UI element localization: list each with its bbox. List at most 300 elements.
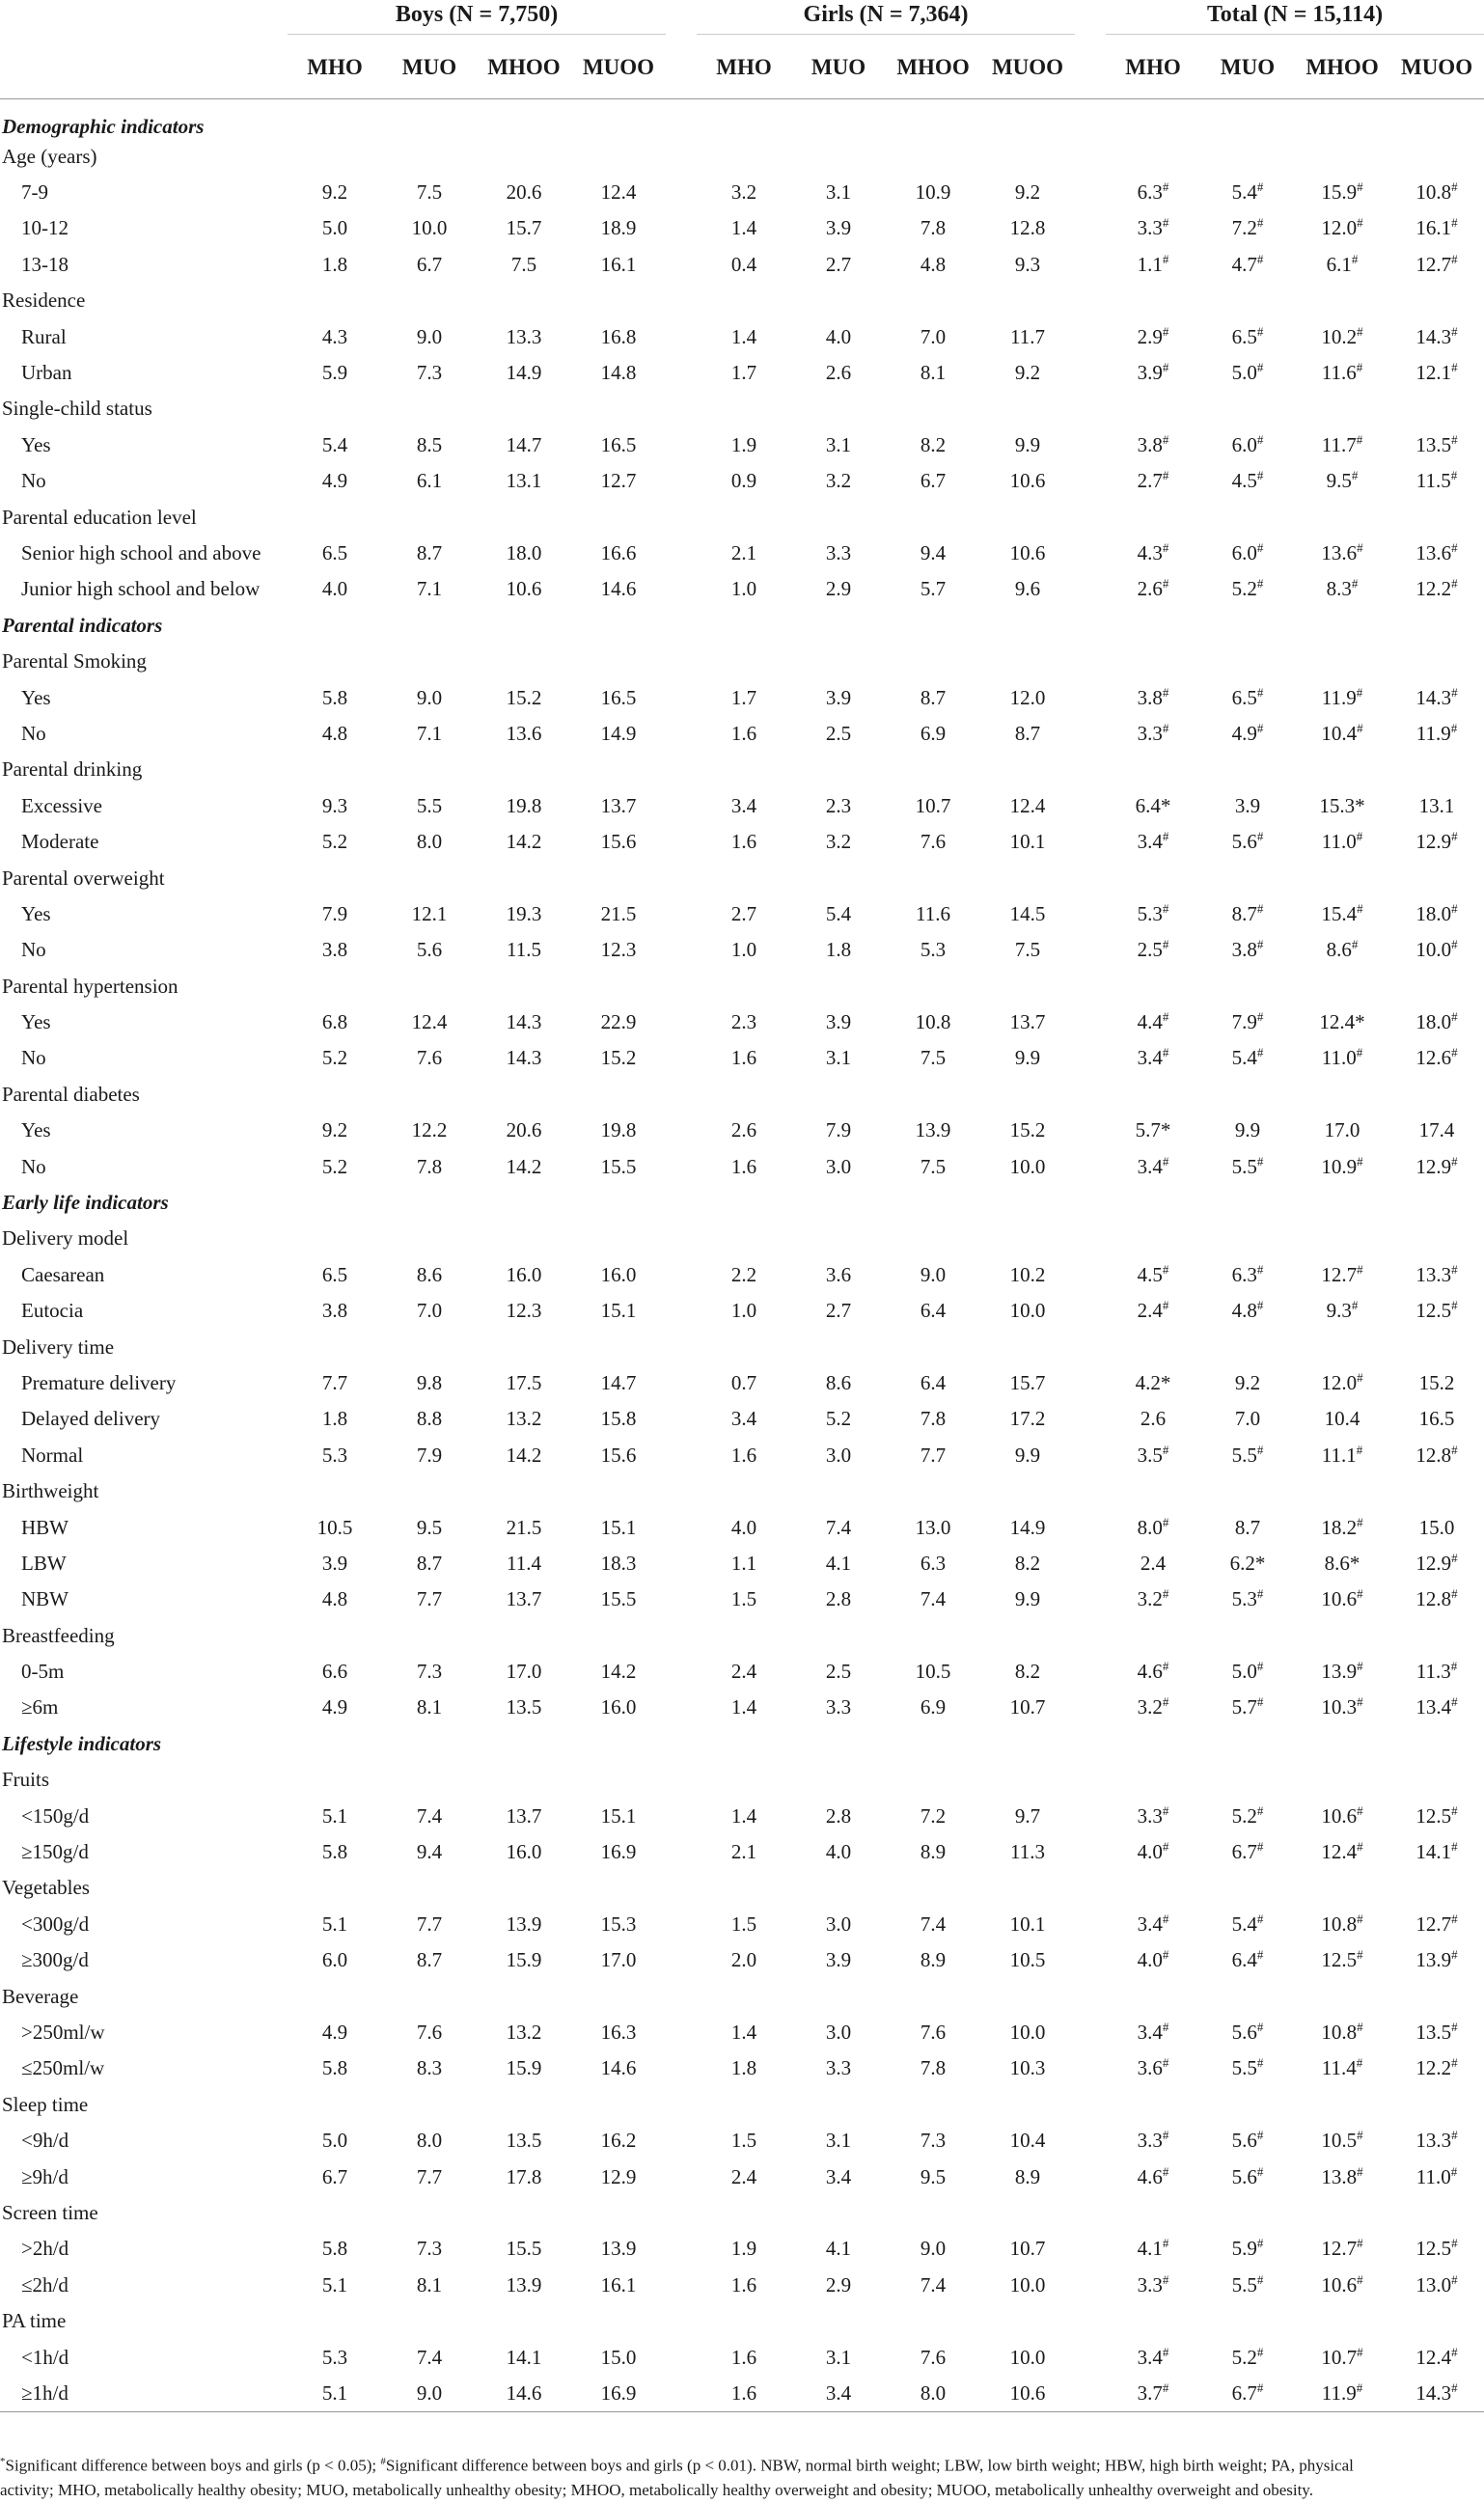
table-cell: [886, 716, 980, 752]
cell-value: 14.6: [600, 577, 637, 601]
cell-value: 8.7: [920, 685, 947, 709]
cell-value: 15.2: [1009, 1118, 1046, 1142]
table-cell: [1106, 247, 1200, 283]
table-cell: [571, 210, 666, 246]
table-cell: [1389, 355, 1484, 391]
cell-value: 15.9: [1321, 180, 1358, 205]
cell-value: 15.2: [506, 685, 542, 709]
cell-value: 18.0: [1415, 1010, 1452, 1034]
table-cell: [382, 644, 477, 679]
cell-value: 16.0: [600, 1695, 637, 1719]
cell-value: 13.0: [915, 1515, 951, 1539]
cell-value: 15.0: [1418, 1515, 1455, 1539]
table-row: [0, 2376, 1484, 2411]
table-cell: [886, 1401, 980, 1437]
cell-value: 7.4: [920, 1912, 947, 1936]
table-cell: [571, 355, 666, 391]
table-cell: [571, 1762, 666, 1798]
category-label: Screen time: [2, 2200, 98, 2224]
significance-mark: #: [1450, 1659, 1458, 1674]
table-cell: [1389, 644, 1484, 679]
table-cell: [1389, 2195, 1484, 2231]
cell-value: 16.1: [600, 2272, 637, 2297]
table-cell: [886, 139, 980, 175]
table-cell: [477, 1509, 571, 1545]
cell-value: 13.3: [1415, 2129, 1452, 2153]
column-header: MUOO: [571, 37, 666, 98]
significance-mark: #: [1162, 1947, 1169, 1963]
table-cell: [571, 1834, 666, 1870]
table-cell: [1200, 860, 1295, 895]
table-cell: [1295, 752, 1389, 787]
table-cell: [1106, 2050, 1200, 2086]
cell-value: 11.4: [507, 1551, 541, 1575]
table-cell: [382, 1473, 477, 1509]
table-cell: [288, 391, 382, 426]
cell-value: 3.9: [825, 685, 852, 709]
table-cell: [791, 896, 886, 932]
table-cell: [571, 2303, 666, 2339]
cell-value: 8.7: [1234, 1515, 1261, 1539]
table-cell: [1389, 175, 1484, 210]
cell-value: 11.7: [1010, 324, 1046, 348]
cell-value: 8.9: [1014, 2164, 1041, 2188]
cell-value: 4.2*: [1135, 1370, 1171, 1394]
table-row: [0, 1907, 1484, 1942]
table-cell: [886, 571, 980, 607]
table-cell: [886, 608, 980, 644]
table-cell: [382, 210, 477, 246]
cell-value: 2.6: [825, 361, 852, 385]
table-cell: [477, 1870, 571, 1906]
cell-value: 15.8: [600, 1407, 637, 1431]
table-cell: [382, 2087, 477, 2123]
significance-mark: #: [1256, 1153, 1264, 1169]
category-row: [0, 2087, 1484, 2123]
significance-mark: #: [1357, 1839, 1363, 1855]
table-cell: [1389, 1077, 1484, 1113]
table-cell: [1389, 536, 1484, 571]
table-cell: [791, 1077, 886, 1113]
significance-mark: #: [1451, 251, 1458, 266]
significance-mark: #: [1162, 720, 1169, 735]
table-cell: [1295, 1907, 1389, 1942]
table-row: [0, 1690, 1484, 1725]
cell-value: 3.9: [1137, 361, 1163, 385]
table-row: [0, 1004, 1484, 1040]
table-cell: [980, 1834, 1075, 1870]
table-cell: [1106, 139, 1200, 175]
section-row: [0, 608, 1484, 644]
cell-value: 10.5: [915, 1660, 951, 1684]
cell-value: 10.2: [1321, 324, 1358, 348]
table-cell: [1200, 1546, 1295, 1582]
cell-value: 5.6: [1231, 830, 1257, 854]
table-row: [0, 463, 1484, 499]
table-cell: [477, 1582, 571, 1617]
significance-mark: #: [1162, 1153, 1169, 1169]
table-cell: [980, 2087, 1075, 2123]
table-cell: [980, 210, 1075, 246]
table-cell: [477, 98, 571, 139]
table-cell: [382, 1870, 477, 1906]
table-cell: [382, 283, 477, 318]
significance-mark: #: [1162, 2344, 1169, 2359]
table-cell: [477, 571, 571, 607]
table-cell: [1106, 2339, 1200, 2375]
table-cell: [288, 1221, 382, 1256]
table-cell: [1200, 2159, 1295, 2194]
table-cell: [1295, 1293, 1389, 1329]
table-cell: [791, 1257, 886, 1293]
cell-value: 8.7: [1014, 721, 1041, 745]
cell-value: 6.5: [1231, 324, 1257, 348]
cell-value: 10.6: [1321, 1803, 1358, 1828]
table-cell: [477, 1438, 571, 1473]
table-cell: [1200, 175, 1295, 210]
category-row: [0, 752, 1484, 787]
cell-value: 2.1: [730, 540, 757, 564]
table-row: [0, 1798, 1484, 1833]
cell-value: 7.5: [416, 180, 443, 205]
column-header: MUO: [791, 37, 886, 98]
table-cell: [980, 2231, 1075, 2267]
cell-value: 12.4: [600, 180, 637, 205]
cell-value: 4.9: [321, 1695, 348, 1719]
cell-value: 7.3: [920, 2129, 947, 2153]
table-cell: [382, 932, 477, 968]
table-cell: [477, 1004, 571, 1040]
table-cell: [791, 608, 886, 644]
table-cell: [980, 824, 1075, 860]
table-cell: [382, 860, 477, 895]
cell-value: 9.0: [416, 685, 443, 709]
cell-value: 9.4: [920, 540, 947, 564]
table-cell: [886, 1473, 980, 1509]
cell-value: 5.8: [321, 2056, 348, 2080]
table-cell: [571, 1509, 666, 1545]
row-label: ≥300g/d: [21, 1948, 89, 1972]
cell-value: 10.2: [1009, 1262, 1046, 1286]
cell-value: 5.9: [321, 361, 348, 385]
cell-value: 4.6: [1137, 2164, 1163, 2188]
table-cell: [571, 175, 666, 210]
significance-mark: #: [1356, 1442, 1363, 1457]
table-cell: [697, 1185, 791, 1221]
table-cell: [1106, 1907, 1200, 1942]
cell-value: 3.3: [1137, 1803, 1163, 1828]
cell-value: 6.4: [1231, 1948, 1257, 1972]
table-cell: [477, 427, 571, 463]
table-cell: [1389, 499, 1484, 535]
category-row: [0, 139, 1484, 175]
table-cell: [697, 1942, 791, 1978]
table-cell: [1200, 1329, 1295, 1364]
section-label: Lifestyle indicators: [2, 1731, 162, 1755]
table-cell: [791, 2087, 886, 2123]
cell-value: 8.2: [1014, 1660, 1041, 1684]
table-cell: [1389, 679, 1484, 715]
table-cell: [1295, 318, 1389, 354]
table-cell: [886, 536, 980, 571]
cell-value: 17.0: [600, 1948, 637, 1972]
table-cell: [980, 1618, 1075, 1654]
table-row: [0, 679, 1484, 715]
cell-value: 10.7: [1321, 2345, 1358, 2369]
table-cell: [571, 499, 666, 535]
cell-value: 14.2: [506, 1154, 542, 1178]
cell-value: 8.0: [416, 830, 443, 854]
row-label: Yes: [21, 901, 51, 925]
cell-value: 11.9: [1415, 721, 1451, 745]
significance-mark: #: [1162, 1009, 1169, 1025]
cell-value: 4.1: [1137, 2237, 1163, 2261]
table-cell: [791, 2159, 886, 2194]
table-cell: [980, 896, 1075, 932]
table-cell: [1106, 2159, 1200, 2194]
table-cell: [791, 283, 886, 318]
table-cell: [288, 2050, 382, 2086]
cell-value: 12.5: [1415, 2237, 1452, 2261]
table-cell: [886, 1978, 980, 2014]
table-cell: [1200, 752, 1295, 787]
significance-mark: #: [1357, 179, 1363, 195]
cell-value: 8.1: [920, 361, 947, 385]
table-cell: [571, 283, 666, 318]
table-cell: [382, 2339, 477, 2375]
significance-mark: #: [1451, 1947, 1458, 1963]
table-cell: [1106, 1546, 1200, 1582]
cell-value: 17.0: [506, 1660, 542, 1684]
cell-value: 2.7: [730, 901, 757, 925]
cell-value: 9.9: [1014, 1443, 1041, 1467]
table-cell: [886, 2195, 980, 2231]
cell-value: 0.9: [730, 469, 757, 493]
significance-mark: #: [1451, 2020, 1458, 2034]
significance-mark: #: [1451, 937, 1458, 952]
table-cell: [1295, 1438, 1389, 1473]
table-cell: [791, 1221, 886, 1256]
category-row: [0, 1329, 1484, 1364]
table-cell: [1200, 968, 1295, 1004]
cell-value: 13.3: [506, 324, 542, 348]
table-cell: [382, 716, 477, 752]
cell-value: 14.7: [600, 1370, 637, 1394]
row-label: Delayed delivery: [21, 1407, 161, 1431]
table-cell: [886, 1509, 980, 1545]
table-cell: [288, 2268, 382, 2303]
table-cell: [1106, 1509, 1200, 1545]
cell-value: 12.4: [1321, 1840, 1358, 1864]
cell-value: 17.0: [1324, 1118, 1360, 1142]
table-cell: [697, 1113, 791, 1148]
table-cell: [886, 1546, 980, 1582]
table-cell: [886, 824, 980, 860]
significance-mark: #: [1451, 1802, 1458, 1818]
table-cell: [697, 571, 791, 607]
table-cell: [382, 1365, 477, 1401]
table-cell: [697, 1148, 791, 1184]
table-cell: [1200, 1113, 1295, 1148]
table-cell: [1295, 1546, 1389, 1582]
table-cell: [1106, 463, 1200, 499]
cell-value: 7.2: [920, 1803, 947, 1828]
cell-value: 12.6: [1415, 1046, 1452, 1070]
table-cell: [1106, 1870, 1200, 1906]
table-cell: [288, 1834, 382, 1870]
table-row: [0, 1942, 1484, 1978]
table-cell: [382, 1077, 477, 1113]
cell-value: 8.7: [416, 540, 443, 564]
cell-value: 13.5: [506, 1695, 542, 1719]
cell-value: 5.5: [1231, 1443, 1257, 1467]
cell-value: 6.3: [920, 1551, 947, 1575]
table-cell: [382, 1148, 477, 1184]
table-cell: [1295, 2231, 1389, 2267]
cell-value: 10.7: [1009, 2237, 1046, 2261]
table-cell: [477, 210, 571, 246]
table-cell: [886, 2123, 980, 2159]
cell-value: 3.1: [825, 1046, 852, 1070]
significance-mark: #: [1451, 431, 1458, 447]
cell-value: 7.5: [920, 1154, 947, 1178]
table-cell: [382, 788, 477, 824]
significance-mark: #: [1256, 215, 1264, 231]
cell-value: 12.1: [1415, 361, 1452, 385]
significance-mark: #: [1351, 468, 1359, 483]
table-cell: [288, 860, 382, 895]
cell-value: 11.0: [1321, 830, 1357, 854]
row-label: No: [21, 721, 46, 745]
table-row: [0, 536, 1484, 571]
table-cell: [382, 499, 477, 535]
table-cell: [697, 1509, 791, 1545]
table-cell: [980, 1257, 1075, 1293]
table-cell: [980, 463, 1075, 499]
column-header: MUOO: [980, 37, 1075, 98]
cell-value: 3.5: [1137, 1443, 1163, 1467]
cell-value: 3.4: [1137, 1154, 1163, 1178]
row-label: Eutocia: [21, 1299, 84, 1323]
table-cell: [477, 1798, 571, 1833]
cell-value: 2.8: [825, 1803, 852, 1828]
column-header: MUOO: [1389, 37, 1484, 98]
table-cell: [1389, 968, 1484, 1004]
table-cell: [791, 788, 886, 824]
table-cell: [1389, 427, 1484, 463]
table-cell: [886, 752, 980, 787]
significance-mark: #: [1451, 1442, 1458, 1457]
table-cell: [791, 2303, 886, 2339]
table-row: [0, 1113, 1484, 1148]
table-cell: [980, 1546, 1075, 1582]
table-cell: [288, 536, 382, 571]
cell-value: 3.2: [1137, 1587, 1163, 1611]
table-row: [0, 2231, 1484, 2267]
table-row: [0, 2268, 1484, 2303]
cell-value: 1.1: [1137, 252, 1163, 276]
cell-value: 9.9: [1014, 1587, 1041, 1611]
table-cell: [697, 536, 791, 571]
table-cell: [288, 2195, 382, 2231]
table-cell: [1200, 1834, 1295, 1870]
cell-value: 3.4: [1137, 2021, 1163, 2044]
table-row: [0, 1040, 1484, 1076]
cell-value: 4.3: [1137, 540, 1163, 564]
table-cell: [477, 860, 571, 895]
significance-mark: #: [1162, 468, 1169, 483]
table-cell: [697, 1690, 791, 1725]
table-cell: [1389, 752, 1484, 787]
cell-value: 17.5: [506, 1370, 542, 1394]
table-cell: [1106, 1438, 1200, 1473]
significance-mark: #: [1256, 1586, 1264, 1602]
table-cell: [791, 824, 886, 860]
table-cell: [477, 1113, 571, 1148]
significance-mark: #: [1256, 431, 1264, 447]
table-cell: [886, 1148, 980, 1184]
table-cell: [1389, 1870, 1484, 1906]
cell-value: 10.9: [1321, 1154, 1358, 1178]
table-cell: [1106, 1221, 1200, 1256]
table-cell: [477, 2050, 571, 2086]
cell-value: 14.6: [600, 2056, 637, 2080]
table-cell: [791, 932, 886, 968]
table-cell: [382, 2195, 477, 2231]
table-cell: [697, 247, 791, 283]
cell-value: 16.3: [600, 2021, 637, 2044]
cell-value: 6.4*: [1135, 793, 1171, 817]
cell-value: 10.1: [1009, 1912, 1046, 1936]
cell-value: 8.6: [1326, 938, 1352, 962]
cell-value: 17.2: [1009, 1407, 1046, 1431]
table-cell: [980, 860, 1075, 895]
table-cell: [382, 1509, 477, 1545]
table-cell: [1200, 1221, 1295, 1256]
cell-value: 1.4: [730, 216, 757, 240]
table-cell: [571, 1942, 666, 1978]
table-cell: [1106, 210, 1200, 246]
cell-value: 1.6: [730, 830, 757, 854]
cell-value: 9.0: [920, 2237, 947, 2261]
table-cell: [571, 824, 666, 860]
row-label: Junior high school and below: [21, 577, 261, 601]
cell-value: 5.4: [1231, 180, 1257, 205]
table-cell: [886, 247, 980, 283]
significance-mark: #: [1451, 1298, 1458, 1313]
cell-value: 3.0: [825, 1154, 852, 1178]
table-cell: [1200, 2231, 1295, 2267]
table-cell: [382, 1978, 477, 2014]
table-cell: [980, 1654, 1075, 1690]
table-cell: [571, 644, 666, 679]
cell-value: 12.4: [1009, 793, 1046, 817]
table-cell: [1389, 788, 1484, 824]
table-cell: [697, 860, 791, 895]
table-cell: [697, 2015, 791, 2050]
cell-value: 2.7: [825, 252, 852, 276]
table-cell: [886, 355, 980, 391]
cell-value: 14.3: [1415, 685, 1452, 709]
significance-mark: #: [1356, 431, 1363, 447]
table-row: [0, 355, 1484, 391]
table-cell: [571, 1654, 666, 1690]
cell-value: 7.3: [416, 2237, 443, 2261]
table-cell: [886, 1582, 980, 1617]
significance-mark: #: [1451, 1045, 1458, 1060]
significance-mark: #: [1256, 2020, 1264, 2034]
table-cell: [477, 1834, 571, 1870]
